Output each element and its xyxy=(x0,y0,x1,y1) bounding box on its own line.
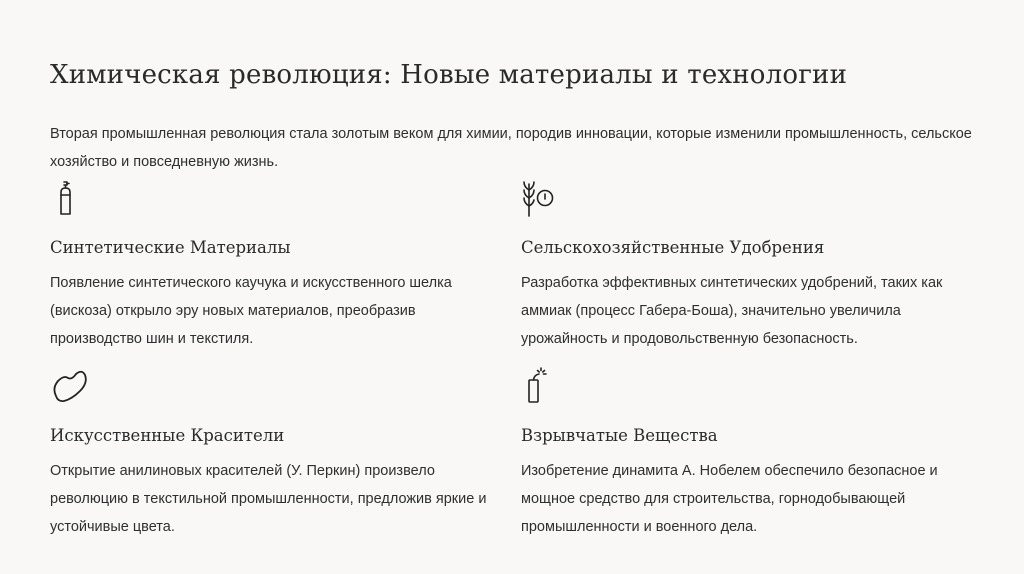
card-dyes xyxy=(50,366,500,535)
card-text: Изобретение динамита А. Нобелем обеспечило безопасное и мощное средство для строительства, горнодобывающей промышленности и военного дела. xyxy=(521,463,938,535)
card-text: Появление синтетического каучука и искусственного шелка (вискоза) открыло эру новых материалов, преобразив производство шин и текстиля. xyxy=(50,275,452,347)
dynamite-icon xyxy=(521,366,561,406)
slide-intro: Вторая промышленная революция стала золотым веком для химии, породив инновации, которые изменили промышленность, сельское хозяйство и повседневную жизнь. xyxy=(50,126,972,170)
slide-title: Химическая революция: Новые материалы и технологии xyxy=(50,60,848,90)
gas-cylinder-icon xyxy=(50,178,90,218)
card-heading: Сельскохозяйственные Удобрения xyxy=(521,238,825,257)
card-heading: Взрывчатые Вещества xyxy=(521,426,718,445)
wheat-clock-icon xyxy=(521,178,561,218)
card-fertilizers xyxy=(521,178,971,347)
card-synthetic-materials xyxy=(50,178,500,347)
card-heading: Искусственные Красители xyxy=(50,426,285,445)
card-heading: Синтетические Материалы xyxy=(50,238,291,257)
card-text: Открытие анилиновых красителей (У. Перкин) произвело революцию в текстильной промышленности, предложив яркие и устойчивые цвета. xyxy=(50,463,487,535)
bean-icon xyxy=(50,366,90,406)
card-explosives xyxy=(521,366,971,535)
card-text: Разработка эффективных синтетических удобрений, таких как аммиак (процесс Габера-Боша), значительно увеличила урожайность и продовольственную безопасность. xyxy=(521,275,943,347)
